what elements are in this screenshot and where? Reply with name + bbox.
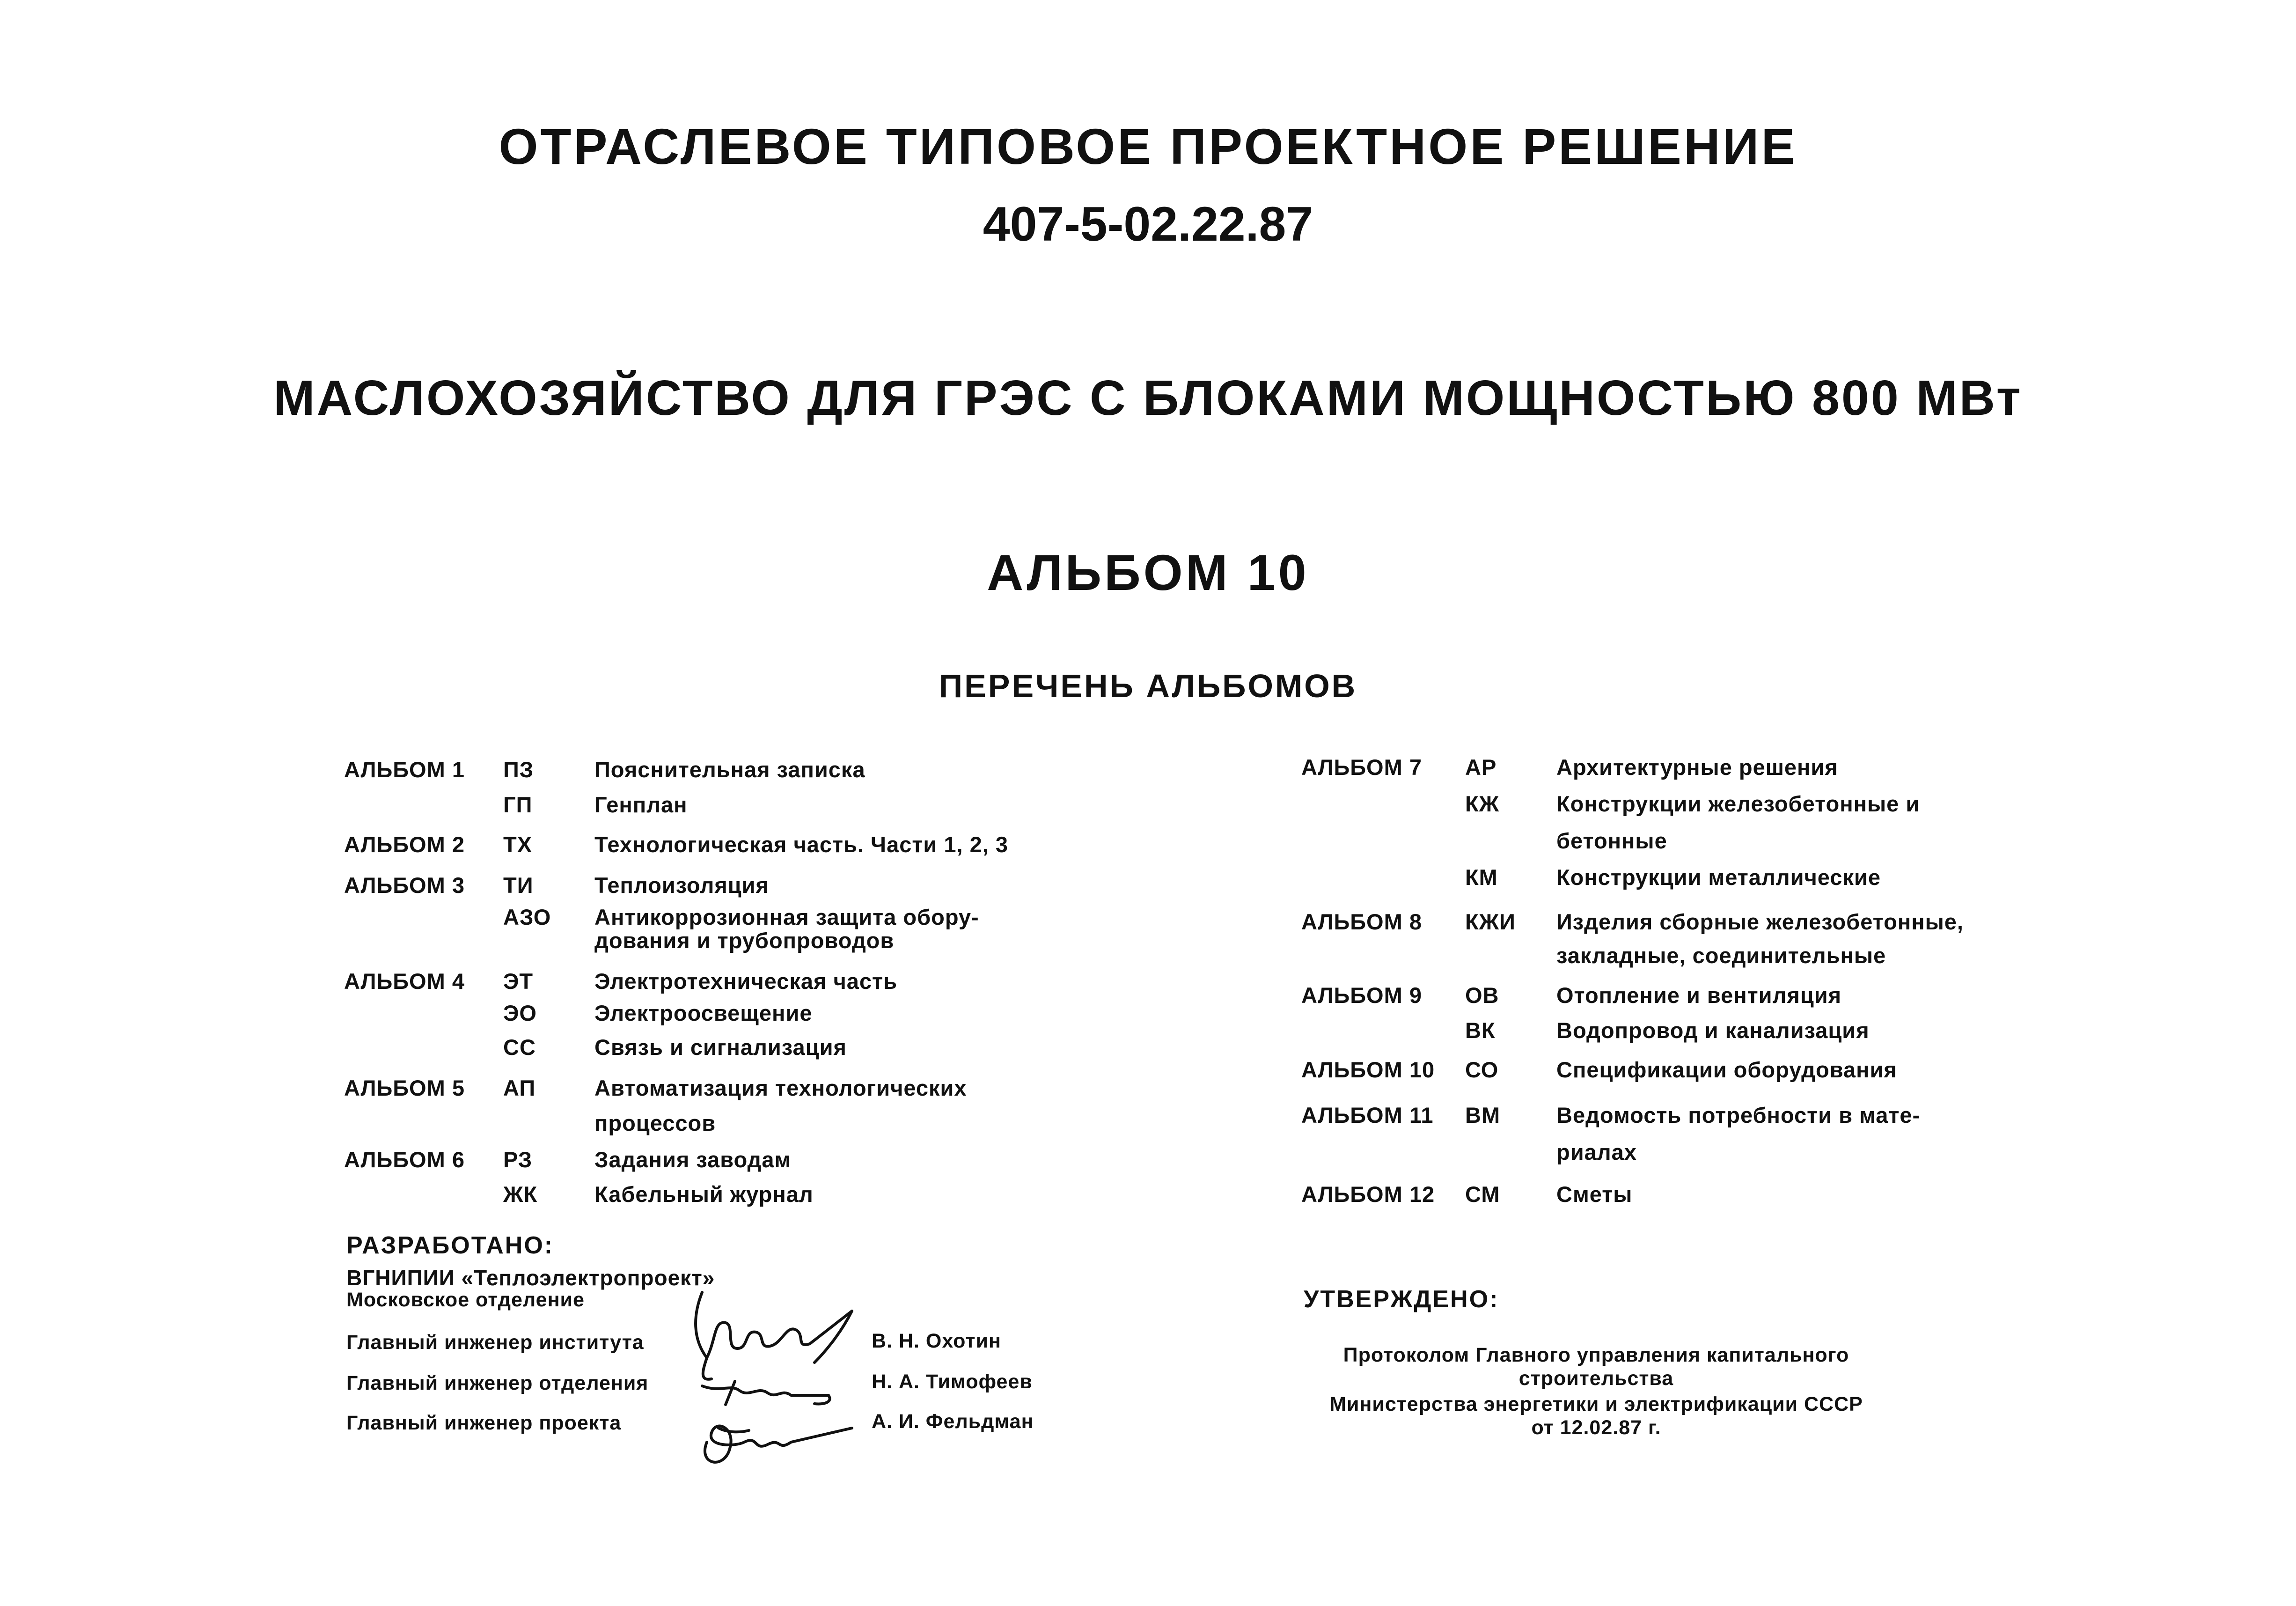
album-description: Изделия сборные железобетонные,: [1556, 909, 1964, 934]
album-description: Спецификации оборудования: [1556, 1057, 1897, 1082]
album-description: бетонные: [1556, 828, 1667, 853]
album-number: АЛЬБОМ 7: [1301, 755, 1422, 780]
album-code: СО: [1465, 1057, 1499, 1082]
album-description: Задания заводам: [594, 1147, 792, 1172]
album-description: Технологическая часть. Части 1, 2, 3: [594, 832, 1008, 857]
album-code: КМ: [1465, 865, 1498, 890]
album-code: ЭТ: [503, 969, 534, 994]
signer-name: В. Н. Охотин: [872, 1330, 1001, 1352]
album-description: Отопление и вентиляция: [1556, 983, 1842, 1008]
album-code: ОВ: [1465, 983, 1499, 1008]
album-code: ВК: [1465, 1018, 1496, 1043]
album-number: АЛЬБОМ 2: [344, 832, 465, 857]
album-code: ВМ: [1465, 1103, 1501, 1127]
album-number: АЛЬБОМ 6: [344, 1147, 465, 1172]
approval-line: строительства: [1518, 1367, 1674, 1390]
album-description: Антикоррозионная защита обору-: [594, 905, 979, 929]
album-code: ЖК: [503, 1182, 538, 1207]
album-number: АЛЬБОМ 12: [1301, 1182, 1435, 1207]
album-code: ПЗ: [503, 757, 534, 782]
album-description: Электротехническая часть: [594, 969, 897, 994]
album-number: АЛЬБОМ 3: [344, 873, 465, 898]
signer-role: Главный инженер отделения: [346, 1372, 649, 1394]
album-code: СМ: [1465, 1182, 1500, 1207]
album-code: АЗО: [503, 905, 551, 929]
developer-department: Московское отделение: [346, 1289, 585, 1311]
signer-role: Главный инженер проекта: [346, 1412, 622, 1434]
album-code: ТИ: [503, 873, 534, 898]
approved-heading: УТВЕРЖДЕНО:: [1304, 1286, 1499, 1313]
album-description: Электроосвещение: [594, 1001, 813, 1025]
album-description: Конструкции металлические: [1556, 865, 1881, 890]
document-header-title: ОТРАСЛЕВОЕ ТИПОВОЕ ПРОЕКТНОЕ РЕШЕНИЕ: [499, 118, 1797, 175]
document-code: 407-5-02.22.87: [983, 197, 1313, 251]
album-code: ЭО: [503, 1001, 537, 1025]
project-title: МАСЛОХОЗЯЙСТВО ДЛЯ ГРЭС С БЛОКАМИ МОЩНОСТЬЮ 800 МВт: [273, 370, 2023, 426]
album-code: ТХ: [503, 832, 533, 857]
album-code: КЖИ: [1465, 909, 1516, 934]
album-description: Конструкции железобетонные и: [1556, 791, 1920, 816]
album-description: дования и трубопроводов: [594, 928, 895, 953]
album-number: АЛЬБОМ 8: [1301, 909, 1422, 934]
album-code: ГП: [503, 792, 533, 817]
signer-name: Н. А. Тимофеев: [872, 1370, 1033, 1393]
developed-heading: РАЗРАБОТАНО:: [346, 1232, 554, 1259]
album-code: СС: [503, 1035, 536, 1060]
album-description: риалах: [1556, 1140, 1637, 1164]
album-number: АЛЬБОМ 1: [344, 757, 465, 782]
album-title: АЛЬБОМ 10: [987, 544, 1309, 601]
signer-name: А. И. Фельдман: [872, 1410, 1034, 1433]
album-description: Водопровод и канализация: [1556, 1018, 1870, 1043]
album-code: РЗ: [503, 1147, 533, 1172]
signer-role: Главный инженер института: [346, 1331, 644, 1354]
approval-date: от 12.02.87 г.: [1531, 1416, 1661, 1439]
album-description: Автоматизация технологических: [594, 1076, 967, 1100]
approval-line: Протоколом Главного управления капитального: [1343, 1344, 1849, 1366]
album-number: АЛЬБОМ 10: [1301, 1057, 1435, 1082]
album-list-title: ПЕРЕЧЕНЬ АЛЬБОМОВ: [939, 668, 1357, 704]
album-description: Пояснительная записка: [594, 757, 866, 782]
approval-line: Министерства энергетики и электрификации СССР: [1329, 1393, 1863, 1415]
album-code: АР: [1465, 755, 1497, 780]
album-description: Теплоизоляция: [594, 873, 769, 898]
album-description: Генплан: [594, 792, 688, 817]
album-description: Связь и сигнализация: [594, 1035, 847, 1060]
album-number: АЛЬБОМ 4: [344, 969, 465, 994]
signatures-image: [674, 1278, 871, 1475]
album-description: Сметы: [1556, 1182, 1633, 1207]
album-description: Кабельный журнал: [594, 1182, 814, 1207]
album-number: АЛЬБОМ 11: [1301, 1103, 1434, 1127]
album-description: процессов: [594, 1111, 716, 1135]
album-number: АЛЬБОМ 5: [344, 1076, 465, 1100]
developer-organization: ВГНИПИИ «Теплоэлектропроект»: [346, 1266, 715, 1290]
album-description: Ведомость потребности в мате-: [1556, 1103, 1921, 1127]
album-description: Архитектурные решения: [1556, 755, 1838, 780]
album-description: закладные, соединительные: [1556, 943, 1886, 968]
album-code: КЖ: [1465, 791, 1500, 816]
album-number: АЛЬБОМ 9: [1301, 983, 1422, 1008]
album-code: АП: [503, 1076, 536, 1100]
